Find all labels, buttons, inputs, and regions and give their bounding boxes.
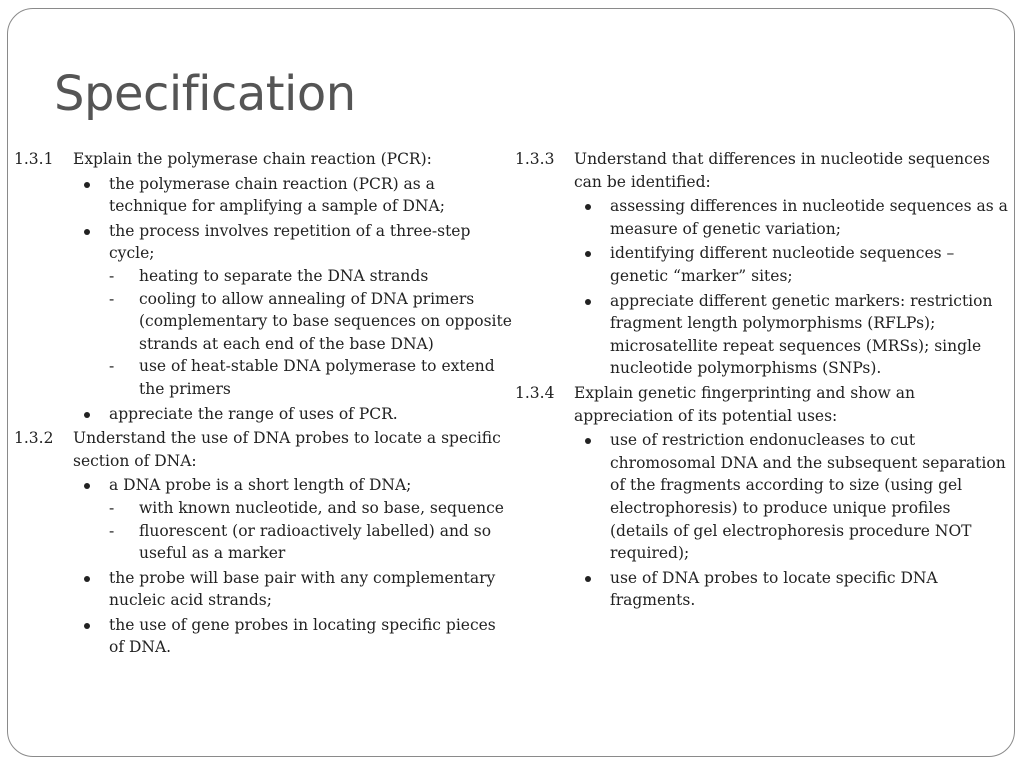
bullet-icon: [84, 576, 90, 582]
bullet-icon: [84, 182, 90, 188]
sub-item: [109, 520, 514, 565]
bullet-item: [14, 403, 514, 426]
section-heading: [515, 382, 1011, 427]
sub-text: heating to separate the DNA strands: [139, 266, 429, 285]
bullet-list: [14, 474, 514, 659]
section-1-3-3: [515, 148, 1011, 380]
sub-list: [109, 497, 514, 565]
sub-text: with known nucleotide, and so base, sequence: [139, 498, 504, 517]
section-heading-text: Explain genetic fingerprinting and show an appreciation of its potential uses:: [574, 383, 915, 425]
bullet-item: [515, 567, 1011, 612]
bullet-text: use of DNA probes to locate specific DNA fragments.: [610, 568, 938, 610]
bullet-item: [515, 429, 1011, 565]
left-column: [14, 148, 514, 661]
bullet-icon: [585, 576, 591, 582]
bullet-text: the polymerase chain reaction (PCR) as a technique for amplifying a sample of DNA;: [109, 174, 445, 216]
section-heading-text: Explain the polymerase chain reaction (PCR):: [73, 150, 432, 168]
bullet-item: [14, 567, 514, 612]
section-1-3-2: [14, 427, 514, 659]
section-number: 1.3.1: [14, 150, 54, 168]
section-heading: [515, 148, 1011, 193]
dash-icon: -: [109, 498, 115, 517]
dash-icon: -: [109, 357, 115, 376]
sub-item: [109, 497, 514, 520]
dash-icon: -: [109, 521, 115, 540]
bullet-text: a DNA probe is a short length of DNA;: [109, 476, 412, 495]
sub-text: use of heat-stable DNA polymerase to extend the primers: [139, 357, 495, 398]
bullet-list: [515, 429, 1011, 612]
dash-icon: -: [109, 289, 115, 308]
section-number: 1.3.4: [515, 383, 555, 402]
bullet-icon: [84, 623, 90, 629]
section-heading: [14, 427, 514, 472]
bullet-item: [14, 474, 514, 564]
bullet-item: [515, 290, 1011, 380]
section-number: 1.3.3: [515, 150, 555, 168]
bullet-text: assessing differences in nucleotide sequences as a measure of genetic variation;: [610, 197, 1008, 238]
bullet-text: use of restriction endonucleases to cut chromosomal DNA and the subsequent separation of the fragments according to size (using gel electrophoresis) to produce unique profiles (details of gel electrophoresis procedure NOT required);: [610, 431, 1006, 563]
bullet-icon: [84, 229, 90, 235]
slide-title: Specification: [54, 66, 356, 122]
bullet-icon: [585, 438, 591, 444]
section-heading: [14, 148, 514, 171]
bullet-icon: [84, 483, 90, 489]
bullet-item: [515, 195, 1011, 240]
bullet-item: [14, 173, 514, 218]
bullet-item: [515, 242, 1011, 287]
bullet-text: identifying different nucleotide sequences – genetic “marker” sites;: [610, 244, 955, 285]
bullet-icon: [585, 251, 591, 257]
bullet-icon: [585, 204, 591, 210]
sub-list: [109, 265, 514, 401]
section-1-3-4: [515, 382, 1011, 612]
bullet-text: the process involves repetition of a three-step cycle;: [109, 221, 471, 263]
bullet-icon: [585, 299, 591, 305]
sub-text: fluorescent (or radioactively labelled) and so useful as a marker: [139, 521, 492, 563]
section-number: 1.3.2: [14, 429, 54, 448]
right-column: [515, 148, 1011, 614]
bullet-text: appreciate the range of uses of PCR.: [109, 404, 398, 423]
sub-item: [109, 265, 514, 288]
bullet-icon: [84, 412, 90, 418]
bullet-list: [515, 195, 1011, 380]
bullet-list: [14, 173, 514, 426]
sub-item: [109, 355, 514, 400]
section-heading-text: Understand that differences in nucleotide sequences can be identified:: [574, 150, 990, 191]
bullet-text: appreciate different genetic markers: restriction fragment length polymorphisms (RFLPs); microsatellite repeat sequences (MRSs); single nucleotide polymorphisms (SNPs).: [610, 291, 993, 378]
section-heading-text: Understand the use of DNA probes to locate a specific section of DNA:: [73, 429, 501, 470]
bullet-item: [14, 614, 514, 659]
bullet-item: [14, 220, 514, 401]
sub-text: cooling to allow annealing of DNA primers (complementary to base sequences on opposite strands at each end of the base DNA): [139, 289, 512, 353]
dash-icon: -: [109, 266, 115, 285]
bullet-text: the use of gene probes in locating specific pieces of DNA.: [109, 615, 496, 657]
bullet-text: the probe will base pair with any complementary nucleic acid strands;: [109, 568, 496, 610]
sub-item: [109, 288, 514, 356]
section-1-3-1: [14, 148, 514, 425]
